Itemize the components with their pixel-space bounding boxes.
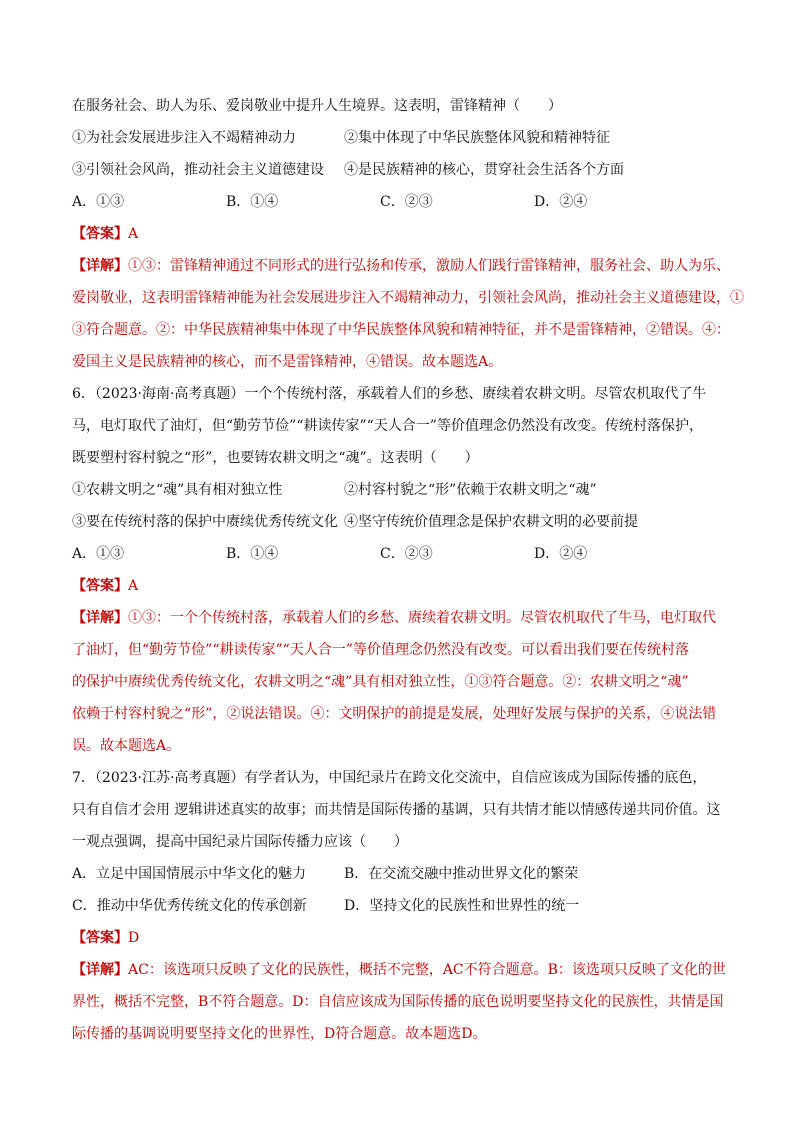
q5-options-row2 [72,162,724,178]
answer-tag: 【答案】 [72,226,128,242]
q6-detail-line-3: 的保护中赓续优秀传统文化，农耕文明之“魂”具有相对独立性，①③符合题意。②：农耕文明之“魂” [72,674,689,690]
q6-detail-line-1: ①③：一个个传统村落，承载着人们的乡愁、赓续着农耕文明。尽管农机取代了牛马，电灯取代 [128,610,716,626]
q5-option-3: ③引领社会风尚，推动社会主义道德建设 [72,162,324,178]
q6-choice-a: A．①③ [72,546,125,562]
q6-stem-line-2: 马，电灯取代了油灯，但“勤劳节俭”“耕读传家”“天人合一”等价值理念仍然没有改变。传统村落保护， [72,418,703,434]
q5-detail-line-3: ③符合题意。②：中华民族精神集中体现了中华民族整体风貌和精神特征，并不是雷锋精神，②错误。④： [72,322,730,338]
q6-choice-b: B．①④ [226,546,279,562]
answer-tag: 【答案】 [72,930,128,946]
q5-detail-line-4: 爱国主义是民族精神的核心，而不是雷锋精神，④错误。故本题选A。 [72,354,503,370]
q5-choice-a: A．①③ [72,194,125,210]
q7-detail-line-2: 界性，概括不完整，B不符合题意。D：自信应该成为国际传播的底色说明要坚持文化的民族性，共情是国 [72,994,724,1010]
q6-detail-line-4: 依赖于村容村貌之“形”，②说法错误。④：文明保护的前提是发展，处理好发展与保护的关系，④说法错 [72,706,717,722]
q5-option-2: ②集中体现了中华民族整体风貌和精神特征 [344,130,610,146]
document-page [72,98,744,1058]
q7-stem-line-1: 7．（2023·江苏·高考真题）有学者认为，中国纪录片在跨文化交流中，自信应该成为国际传播的底色， [72,770,707,786]
q6-choices [72,546,724,562]
q7-choice-d: D．坚持文化的民族性和世界性的统一 [344,898,580,914]
q7-choices-row2 [72,898,724,914]
q6-stem-line-1: 6．（2023·海南·高考真题）一个个传统村落，承载着人们的乡愁、赓续着农耕文明。尽管农机取代了牛 [72,386,707,402]
answer-value: D [128,930,140,946]
q5-choice-d: D．②④ [534,194,588,210]
q5-option-4: ④是民族精神的核心，贯穿社会生活各个方面 [344,162,624,178]
q6-answer [72,578,724,594]
q5-choices [72,194,724,210]
q6-detail-line-2: 了油灯，但“勤劳节俭” [72,642,213,658]
q5-answer [72,226,724,242]
answer-value: A [128,226,139,242]
q5-choice-b: B．①④ [226,194,279,210]
q6-choice-c: C．②③ [380,546,433,562]
q6-options-row1 [72,482,724,498]
detail-tag: 【详解】 [72,610,128,626]
q6-choice-d: D．②④ [534,546,588,562]
answer-tag: 【答案】 [72,578,128,594]
detail-tag: 【详解】 [72,258,128,274]
q7-choice-c: C．推动中华优秀传统文化的传承创新 [72,898,307,914]
q5-detail-line-2: 爱岗敬业，这表明雷锋精神能为社会发展进步注入不竭精神动力，引领社会风尚，推动社会主义道德建设， [72,290,730,306]
q5-choice-c: C．②③ [380,194,433,210]
q7-detail [72,962,724,1042]
q7-choice-b: B．在交流交融中推动世界文化的繁荣 [344,866,579,882]
q7-stem-line-3: 一观点强调，提高中国纪录片国际传播力应该（ ） [72,834,408,850]
detail-tag: 【详解】 [72,962,128,978]
q5-stem: 在服务社会、助人为乐、爱岗敬业中提升人生境界。这表明，雷锋精神（ ） [72,98,562,114]
q6-detail [72,610,724,754]
q6-option-4: ④坚守传统价值理念是保护农耕文明的必要前提 [344,514,638,530]
q5-option-1: ①为社会发展进步注入不竭精神动力 [72,130,296,146]
q7-choice-a: A．立足中国国情展示中华文化的魅力 [72,866,307,882]
q5-options-row1 [72,130,724,146]
q6-detail-line-5: 误。故本题选A。 [72,738,181,754]
q5-detail-line-1: ①③：雷锋精神通过不同形式的进行弘扬和传承，激励人们践行雷锋精神，服务社会、助人为乐、 [128,258,730,274]
q6-option-3: ③要在传统村落的保护中赓续优秀传统文化 [72,514,338,530]
q6-stem-line-3: 既要塑村容村貌之“形”，也要铸农耕文明之“魂”。这表明（ ） [72,450,479,466]
q7-answer [72,930,724,946]
q7-choices-row1 [72,866,724,882]
q6-option-2: ②村容村貌之“形”依赖于农耕文明之“魂” [344,482,597,498]
q7-detail-line-3: 际传播的基调说明要坚持文化的世界性，D符合题意。故本题选D。 [72,1026,487,1042]
q6-option-1: ①农耕文明之“魂”具有相对独立性 [72,482,283,498]
q5-detail-line-2b: ① [730,290,744,306]
q6-options-row2 [72,514,724,530]
answer-value: A [128,578,139,594]
q7-stem-line-2: 只有自信才会用 逻辑讲述真实的故事；而共情是国际传播的基调，只有共情才能以情感传递共同价值。这 [72,802,721,818]
q7-detail-line-1: AC：该选项只反映了文化的民族性，概括不完整，AC不符合题意。B：该选项只反映了文化的世 [128,962,726,978]
q6-detail-line-2b: “耕读传家”“天人合一”等价值理念仍然没有改变。可以看出我们要在传统村落 [212,642,689,658]
q5-detail [72,258,744,370]
